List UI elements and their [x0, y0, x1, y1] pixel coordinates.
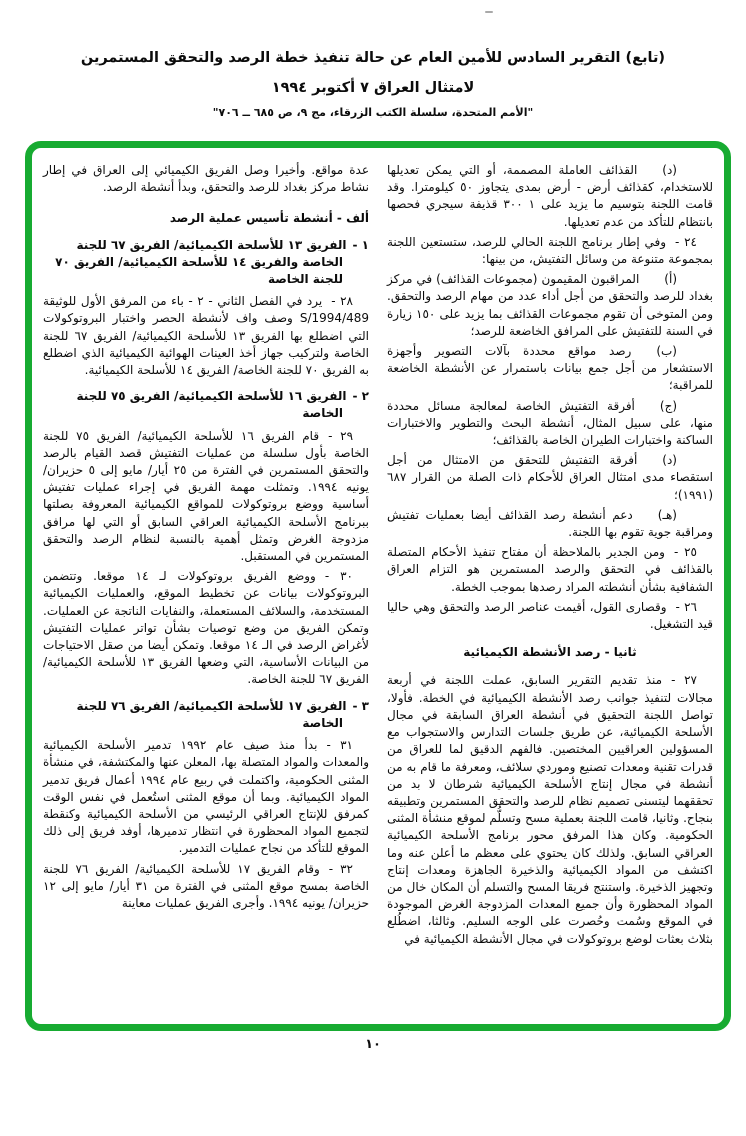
paragraph-marker: (د) [662, 453, 677, 468]
paragraph-text: المراقبون المقيمون (مجموعات القذائف) في مركز بغداد للرصد والتحقق من أجل أداء عدد من مهام الرصد والتحقق. ومن المتوخى أن تقوم مجموعات القذائف بما يزيد على ١٥٠ زيارة في السنة للتفتيش على المرافق الخاضعة للرصد؛ [387, 272, 714, 338]
paragraph-text: يرد في الفصل الثاني - ٢ - باء من المرفق الأول للوثيقة S/1994/489 وصف واف لأنشطة الحصر واختبار البروتوكولات التي اضطلع بها الفريق ١٣ للأسلحة الكيميائية/ الفريق ٦٧ للجنة الخاصة ولتركيب جهاز أخذ العينات الهوائية الكيميائية الذي اضطلع به الفريق ٧٠ للجنة الخاصة/ الفريق ١٤ للأسلحة الكيميائية. [43, 294, 370, 378]
sub-heading [43, 237, 369, 289]
text-columns [43, 162, 713, 1016]
numbered-paragraph [387, 234, 713, 268]
paragraph-marker: ٣١ - [326, 738, 353, 753]
paragraph-marker: ٢٦ - [675, 599, 697, 614]
paragraph-marker: ٣ - [352, 698, 369, 713]
page-number: ١٠ [365, 1037, 381, 1052]
paragraph-marker: ٢٨ - [331, 294, 353, 309]
paragraph-text: الفريق ١٦ للأسلحة الكيميائية/ الفريق ٧٥ للجنة الخاصة [76, 389, 347, 421]
list-item [387, 452, 713, 504]
numbered-paragraph [43, 737, 369, 857]
paragraph-text: وقام الفريق ١٧ للأسلحة الكيميائية/ الفريق ٧٦ للجنة الخاصة بمسح موقع المثنى في الفترة من ٣١ أيار/ مايو إلى ١٢ حزيران/ يونيه ١٩٩٤. وأجرى الفريق عمليات معاينة [43, 861, 369, 910]
scan-artifact [485, 11, 493, 13]
paragraph-marker: (د) [662, 163, 677, 177]
paragraph-text: ووضع الفريق بروتوكولات لـ ١٤ موقعا. وتتضمن البروتوكولات بيانات عن تخطيط الموقع، والعمليات الكيميائية المستخدمة، والسلائف المستعملة، والنفايات الناتجة عن العمليات. وتمكن الفريق من وضع توصيات بشأن تواتر عمليات التفتيش لأغراض الرصد في الـ ١٤ موقعا. وتمكن أيضا من صقل الاحتياجات من البيانات الأساسية، التي وضعها الفريق ١٣ للأسلحة الكيميائية/ الفريق ٦٧ للجنة الخاصة. [43, 569, 370, 687]
numbered-paragraph [43, 428, 369, 566]
paragraph-marker: (ج) [659, 398, 677, 413]
paragraph-marker: ٢٧ - [671, 673, 697, 688]
paragraph-marker: ٣٢ - [328, 861, 353, 876]
paragraph-text: وقصارى القول، أقيمت عناصر الرصد والتحقق وهي حاليا قيد التشغيل. [387, 599, 713, 632]
body-paragraph [43, 162, 369, 196]
column-right [387, 162, 713, 1016]
paragraph-marker: (أ) [664, 272, 677, 287]
section-heading [387, 644, 713, 661]
paragraph-marker: ٢٩ - [328, 428, 354, 443]
paragraph-text: دعم أنشطة رصد القذائف أيضا بعمليات تفتيش ومراقبة جوية تقوم بها اللجنة. [387, 507, 713, 540]
content-border-box [25, 141, 731, 1031]
list-item [387, 507, 713, 541]
list-item [387, 398, 713, 450]
list-item [387, 343, 713, 395]
numbered-paragraph [43, 861, 369, 913]
paragraph-text: بدأ منذ صيف عام ١٩٩٢ تدمير الأسلحة الكيميائية والمعدات والمواد المتصلة بها، المعلن عنها والمكتشفة، في منشأة المثنى الحكومية، واكتملت في ربيع عام ١٩٩٤ أعمال فريق تدمير المواد الكيميائية. وبما أن موقع المثنى استُعمل في نفس الوقت كمرفق للإنتاج العراقي الرئيسي من الأسلحة الكيميائية وكنقطة لتجميع المواد المحظورة في انتظار تدميرها، أوفد فريق إلى ذلك الموقع للتأكد من نجاح عمليات التدمير. [43, 738, 369, 856]
paragraph-marker: (هـ) [657, 507, 677, 522]
paragraph-text: رصد مواقع محددة بآلات التصوير وأجهزة الاستشعار من أجل جمع بيانات باستمرار عن الأنشطة الخاضعة للمراقبة؛ [387, 344, 713, 393]
section-heading [43, 210, 369, 227]
header-title-line: (تابع) التقرير السادس للأمين العام عن حالة تنفيذ خطة الرصد والتحقق المستمرين [80, 50, 666, 66]
paragraph-text: الفريق ١٣ للأسلحة الكيميائية/ الفريق ٦٧ للجنة الخاصة والفريق ١٤ للأسلحة الكيميائية/ الفريق ٧٠ للجنة الخاصة [55, 237, 347, 287]
list-item [387, 271, 713, 340]
paragraph-text: الفريق ١٧ للأسلحة الكيميائية/ الفريق ٧٦ للجنة الخاصة [76, 698, 347, 730]
paragraph-marker: ٢ - [352, 389, 369, 404]
paragraph-marker: ٣٠ - [324, 569, 353, 584]
paragraph-marker: ٢٥ - [673, 545, 697, 560]
paragraph-text: قام الفريق ١٦ للأسلحة الكيميائية/ الفريق ٧٥ للجنة الخاصة بأول سلسلة من عمليات التفتيش قصد القيام بالرصد والتحقق المستمرين في الفترة من ٢٥ أيار/ مايو إلى ٥ حزيران/ يونيه ١٩٩٤. وتمثلت مهمة الفريق في إجراء عمليات تفتيش أساسية ووضع بروتوكولات للمواقع الكيميائية المعروفة بصلتها ببرنامج الأسلحة الكيميائية العراقي السابق أو التي لها مرافق مزدوجة الغرض وتمثل أهمية بالنسبة لنظام الرصد والتحقق المستمرين في المستقبل. [43, 428, 370, 564]
paragraph-marker: ٢٤ - [675, 234, 697, 249]
paragraph-text: عدة مواقع. وأخيرا وصل الفريق الكيميائي إلى العراق في إطار نشاط مركز بغداد للرصد والتحقق، وبدأ أنشطة الرصد. [43, 163, 369, 195]
paragraph-text: ومن الجدير بالملاحظة أن مفتاح تنفيذ الأحكام المتصلة بالقذائف في التحقق والرصد المستمرين هو التزام العراق الشفافية بشأن أنشطته المراد رصدها بموجب الخطة. [387, 545, 713, 594]
paragraph-text: وفي إطار برنامج اللجنة الحالي للرصد، ستستعين اللجنة بمجموعة متنوعة من وسائل التفتيش، من بينها: [387, 234, 713, 267]
paragraph-text: أفرقة التفتيش للتحقق من الامتثال من أجل استقصاء مدى امتثال العراق للأحكام ذات الصلة من القرار ٦٨٧ (١٩٩١)؛ [387, 453, 713, 502]
paragraph-text: القذائف العاملة المصممة، أو التي يمكن تعديلها للاستخدام، كقذائف أرض - أرض بمدى يتجاوز ٥٠ كيلومترا. وقد قامت اللجنة بتوسيم ما يزيد على ١ ٣٠٠ قذيفة سيجري فحصها بانتظام للتأكد من عدم تعديلها. [387, 163, 713, 229]
document-header [0, 48, 746, 120]
numbered-paragraph [43, 568, 369, 688]
numbered-paragraph [43, 293, 369, 379]
numbered-paragraph [387, 599, 713, 633]
header-source-line: "الأمم المتحدة، سلسلة الكتب الزرقاء، مج ٩، ص ٦٨٥ ــ ٧٠٦" [212, 106, 534, 119]
column-left [43, 162, 369, 1016]
list-item [387, 162, 713, 231]
paragraph-text: منذ تقديم التقرير السابق، عملت اللجنة في أربعة مجالات لتنفيذ جوانب رصد الأنشطة الكيميائية في الخطة. فأولا، تواصل اللجنة التحقيق في أنشطة العراق السابقة في مجال الأسلحة الكيميائية، عن طريق جلسات التدارس والاستجواب مع المسؤولين العراقيين المختصين. فالفهم الدقيق لما للعراق من قدرات تقنية ومعدات تصنيع وموردي سلائف، ومعرفة ما قام به من أنشطة في مجال إنتاج الأسلحة الكيميائية شرطان لا بد من تحققهما ليتسنى تصميم نظام للرصد والتحقق المستمرين وتطبيقه بنجاح. وثانيا، قامت اللجنة بعملية مسح وتسلُّم لموقع منشأة المثنى الحكومية. وكان هذا المرفق محور برنامج الأسلحة الكيميائية العراقي السابق. ولذلك كان يحتوي على معظم ما أعلن عنه وما اكتشف من المواد الكيميائية والذخيرة الجاهزة ومعدات إنتاج وتجهيز الذخيرة. واستنتج فريقا المسح والتسلم أن المكان خال من المواد المحظورة وأن جميع المعدات المزدوجة الغرض الموجودة في الموقع وسُمت وحُصرت على الوجه السليم. وثالثا، اضطُلع بثلاث بعثات لوضع بروتوكولات في مجال الأنشطة الكيميائية في [387, 673, 713, 946]
header-subtitle-line: لامتثال العراق ٧ أكتوبر ١٩٩٤ [271, 80, 475, 96]
numbered-paragraph [387, 672, 713, 947]
paragraph-marker: ١ - [352, 237, 369, 252]
sub-heading [43, 698, 369, 732]
paragraph-marker: (ب) [656, 344, 677, 359]
paragraph-text: ثانيا - رصد الأنشطة الكيميائية [463, 645, 637, 660]
paragraph-text: أفرقة التفتيش الخاصة لمعالجة مسائل محددة منها، على سبيل المثال، أنشطة البحث والتطوير والاختبارات الساكنة واختبارات الطيران الخاصة بالقذائف؛ [387, 398, 713, 448]
sub-heading [43, 388, 369, 422]
paragraph-text: ألف - أنشطة تأسيس عملية الرصد [169, 211, 369, 226]
numbered-paragraph [387, 544, 713, 596]
